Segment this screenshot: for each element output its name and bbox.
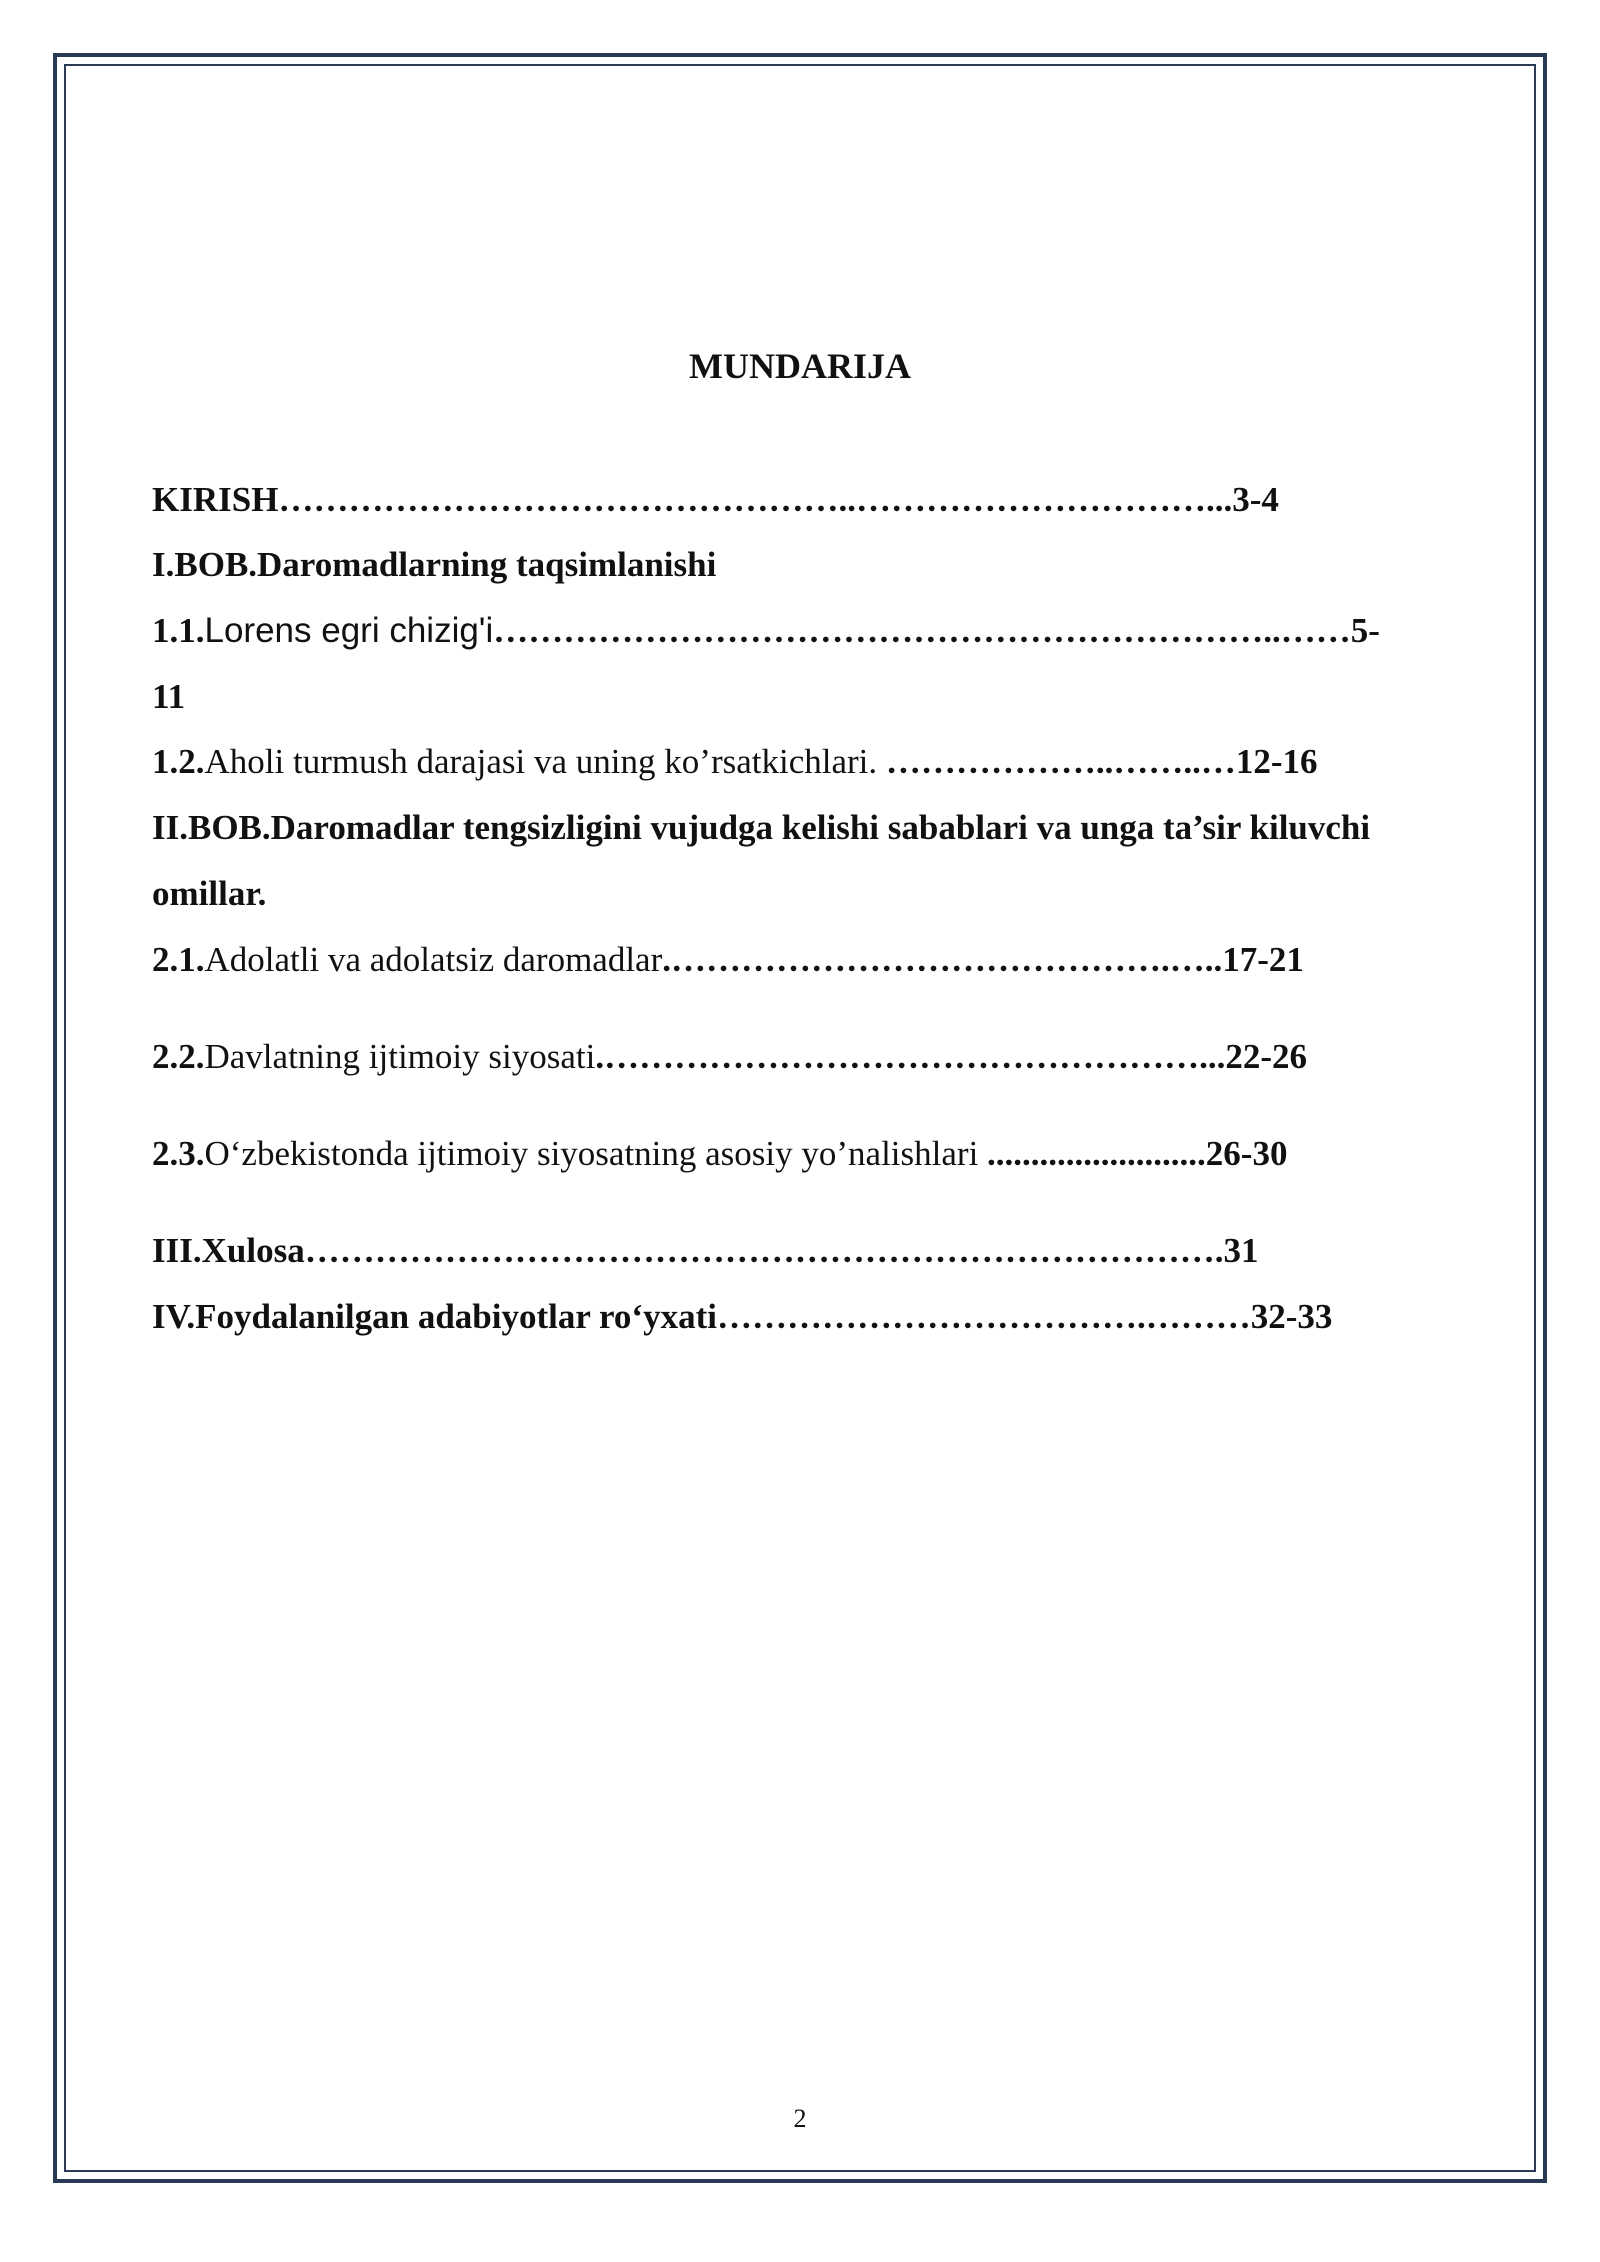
toc-leader-dots: ……………………………………………………………………. [304,1231,1224,1270]
toc-entry-1-2[interactable] [152,740,1318,784]
toc-chapter-title-line2: omillar. [152,874,267,913]
toc-leader-dots: …………………………………………..…………………………. [278,480,1215,519]
toc-section-number: 2.2. [152,1037,205,1076]
toc-entry-2-3[interactable] [152,1132,1287,1176]
toc-chapter-2[interactable] [152,806,1370,850]
document-title: MUNDARIJA [689,346,911,386]
toc-entry-xulosa[interactable] [152,1229,1258,1273]
toc-entry-label: III.Xulosa [152,1231,305,1270]
toc-entry-kirish[interactable] [152,478,1279,522]
toc-leader-dots: ......................... [987,1134,1206,1173]
toc-page-range: 32-33 [1250,1297,1333,1336]
toc-entry-label: KIRISH [152,480,279,519]
toc-entry-label: I.BOB.Daromadlarning taqsimlanishi [152,545,717,584]
toc-entry-1-1[interactable] [152,609,1380,653]
toc-page-range: 5- [1350,611,1380,650]
toc-leader-dots: .…………………………………….….. [662,940,1223,979]
toc-page-range: 12-16 [1235,742,1318,781]
toc-leader-dots: ………………..……..… [885,742,1236,781]
toc-section-title: Aholi turmush darajasi va uning ko’rsatkichlari. [204,742,886,781]
toc-entry-2-2[interactable] [152,1035,1307,1079]
toc-chapter-title-line1: II.BOB.Daromadlar tengsizligini vujudga kelishi sabablari va unga ta’sir kiluvchi [152,808,1371,847]
toc-section-number: 1.2. [152,742,205,781]
toc-section-title: Davlatning ijtimoiy siyosati [204,1037,596,1076]
toc-page-range: 17-21 [1222,940,1304,979]
toc-leader-dots: ……………………………….……… [716,1297,1251,1336]
toc-page-range: ..3-4 [1214,480,1279,519]
toc-page-range: 22-26 [1225,1037,1307,1076]
toc-entry-adabiyotlar[interactable] [152,1295,1332,1339]
toc-entry-2-1[interactable] [152,938,1304,982]
toc-section-number: 2.1. [152,940,205,979]
toc-chapter-1[interactable] [152,543,716,587]
toc-section-number: 1.1. [152,611,205,650]
toc-leader-dots: .……………………………………………... [595,1037,1226,1076]
toc-entry-label: IV.Foydalanilgan adabiyotlar ro‘yxati [152,1297,717,1336]
toc-section-title: O‘zbekistonda ijtimoiy siyosatning asosiy yo’nalishlari [204,1134,988,1173]
toc-section-number: 2.3. [152,1134,205,1173]
toc-chapter-2-wrap [152,872,266,916]
toc-section-title: Lorens egri chizig'i [204,611,494,650]
toc-page-range: 31 [1223,1231,1259,1270]
toc-entry-1-1-wrap [152,675,185,719]
toc-leader-dots: …………………………………………………………..…… [493,611,1351,650]
toc-page-range: 26-30 [1205,1134,1288,1173]
toc-section-title: Adolatli va adolatsiz daromadlar [204,940,663,979]
page-number: 2 [793,2104,807,2133]
toc-page-range-wrap: 11 [152,677,186,716]
